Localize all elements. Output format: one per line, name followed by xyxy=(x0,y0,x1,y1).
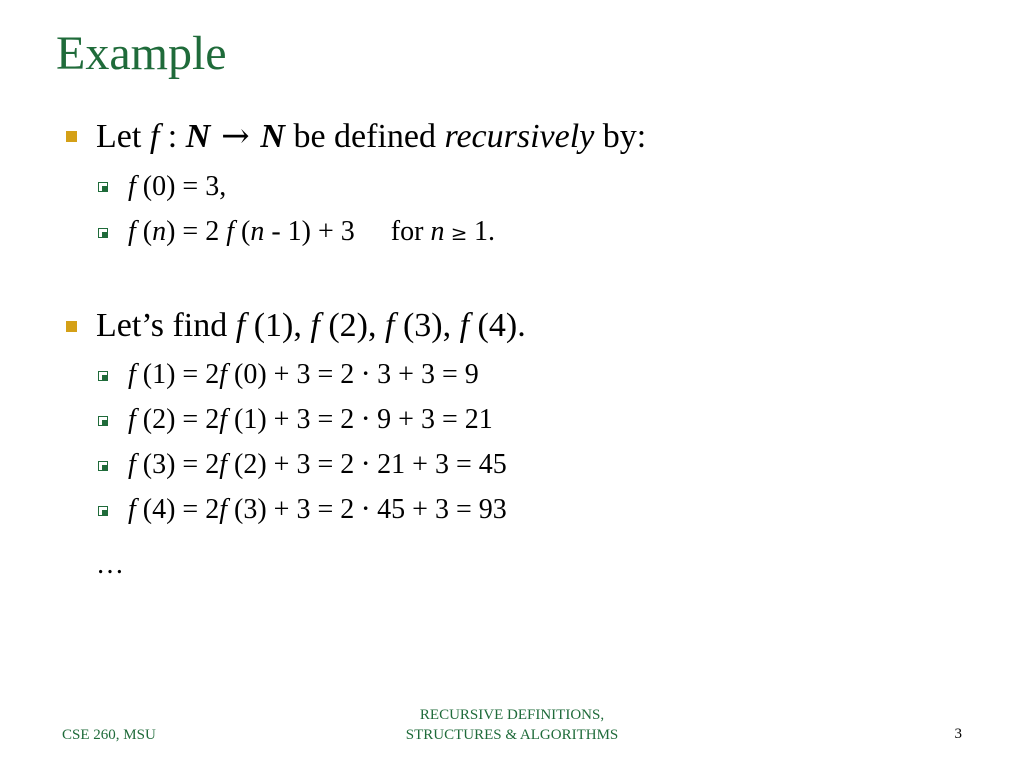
text: (4). xyxy=(469,307,526,344)
computation-line xyxy=(128,492,507,527)
text: Let’s find xyxy=(96,307,236,344)
math-f: f xyxy=(226,216,235,247)
text: 3 + 3 = 9 xyxy=(370,359,479,390)
bullet-definition xyxy=(96,116,646,157)
bullet-find-values xyxy=(96,306,526,346)
math-f: f xyxy=(149,118,160,155)
text: : xyxy=(159,118,186,155)
sub-bullet-square-icon xyxy=(98,506,108,516)
math-f: f xyxy=(219,404,228,435)
bullet-square-icon xyxy=(66,321,77,332)
text: (0) + 3 = 2 xyxy=(227,359,362,390)
math-n: n xyxy=(250,216,265,247)
math-f: f xyxy=(219,494,228,525)
text: (0) = 3, xyxy=(135,171,227,202)
computation-line xyxy=(128,447,507,482)
text: ) = 2 xyxy=(166,216,227,247)
text: ( xyxy=(135,216,153,247)
math-f: f xyxy=(235,307,246,344)
text: for xyxy=(390,216,431,247)
sub-bullet-square-icon xyxy=(98,371,108,381)
multiply-dot: · xyxy=(361,447,371,480)
multiply-dot: · xyxy=(361,402,371,435)
sub-bullet-square-icon xyxy=(98,461,108,471)
text: (3) = 2 xyxy=(135,449,220,480)
text: 21 + 3 = 45 xyxy=(370,449,507,480)
text: (1) + 3 = 2 xyxy=(227,404,362,435)
computation-line xyxy=(128,357,479,392)
text: (3), xyxy=(394,307,460,344)
math-f: f xyxy=(459,307,470,344)
text: 1. xyxy=(473,216,495,247)
text: (3) + 3 = 2 xyxy=(227,494,362,525)
footer-topic-line2: STRUCTURES & ALGORITHMS xyxy=(405,727,619,743)
text: (1), xyxy=(245,307,311,344)
math-f: f xyxy=(128,494,136,525)
text: be defined xyxy=(284,118,445,155)
arrow-symbol: → xyxy=(210,116,261,156)
multiply-dot: · xyxy=(361,357,371,390)
math-f: f xyxy=(128,216,136,247)
sub-bullet-base-case xyxy=(128,170,226,204)
text: 9 + 3 = 21 xyxy=(370,404,493,435)
text: by: xyxy=(594,118,647,155)
math-N: N xyxy=(185,118,211,155)
sub-bullet-recurrence xyxy=(128,215,495,250)
math-f: f xyxy=(128,171,136,202)
emphasis-recursively: recursively xyxy=(444,118,595,155)
math-N: N xyxy=(260,118,285,155)
math-f: f xyxy=(128,404,136,435)
text: (2) + 3 = 2 xyxy=(227,449,362,480)
footer-course: CSE 260, MSU xyxy=(62,727,156,743)
geq-symbol: ≥ xyxy=(444,221,474,245)
footer-topic xyxy=(362,705,662,745)
math-f: f xyxy=(310,307,320,344)
ellipsis: … xyxy=(96,549,124,580)
text: 45 + 3 = 93 xyxy=(370,494,507,525)
multiply-dot: · xyxy=(361,492,371,525)
text: ( xyxy=(234,216,251,247)
math-n: n xyxy=(152,216,167,247)
text: (4) = 2 xyxy=(135,494,220,525)
bullet-square-icon xyxy=(66,131,77,142)
math-f: f xyxy=(384,307,395,344)
math-f: f xyxy=(219,359,228,390)
footer-topic-line1: RECURSIVE DEFINITIONS, xyxy=(419,707,605,723)
math-f: f xyxy=(128,359,136,390)
math-f: f xyxy=(219,449,228,480)
page-number: 3 xyxy=(954,726,962,742)
math-f: f xyxy=(128,449,136,480)
text: (2) = 2 xyxy=(135,404,220,435)
slide-title: Example xyxy=(56,27,227,80)
sub-bullet-square-icon xyxy=(98,182,108,192)
sub-bullet-square-icon xyxy=(98,416,108,426)
text: (1) = 2 xyxy=(135,359,220,390)
text: (2), xyxy=(319,307,385,344)
text: - 1) + 3 xyxy=(264,216,355,247)
text: Let xyxy=(96,118,150,155)
sub-bullet-square-icon xyxy=(98,228,108,238)
computation-line xyxy=(128,402,493,437)
math-n: n xyxy=(430,216,445,247)
